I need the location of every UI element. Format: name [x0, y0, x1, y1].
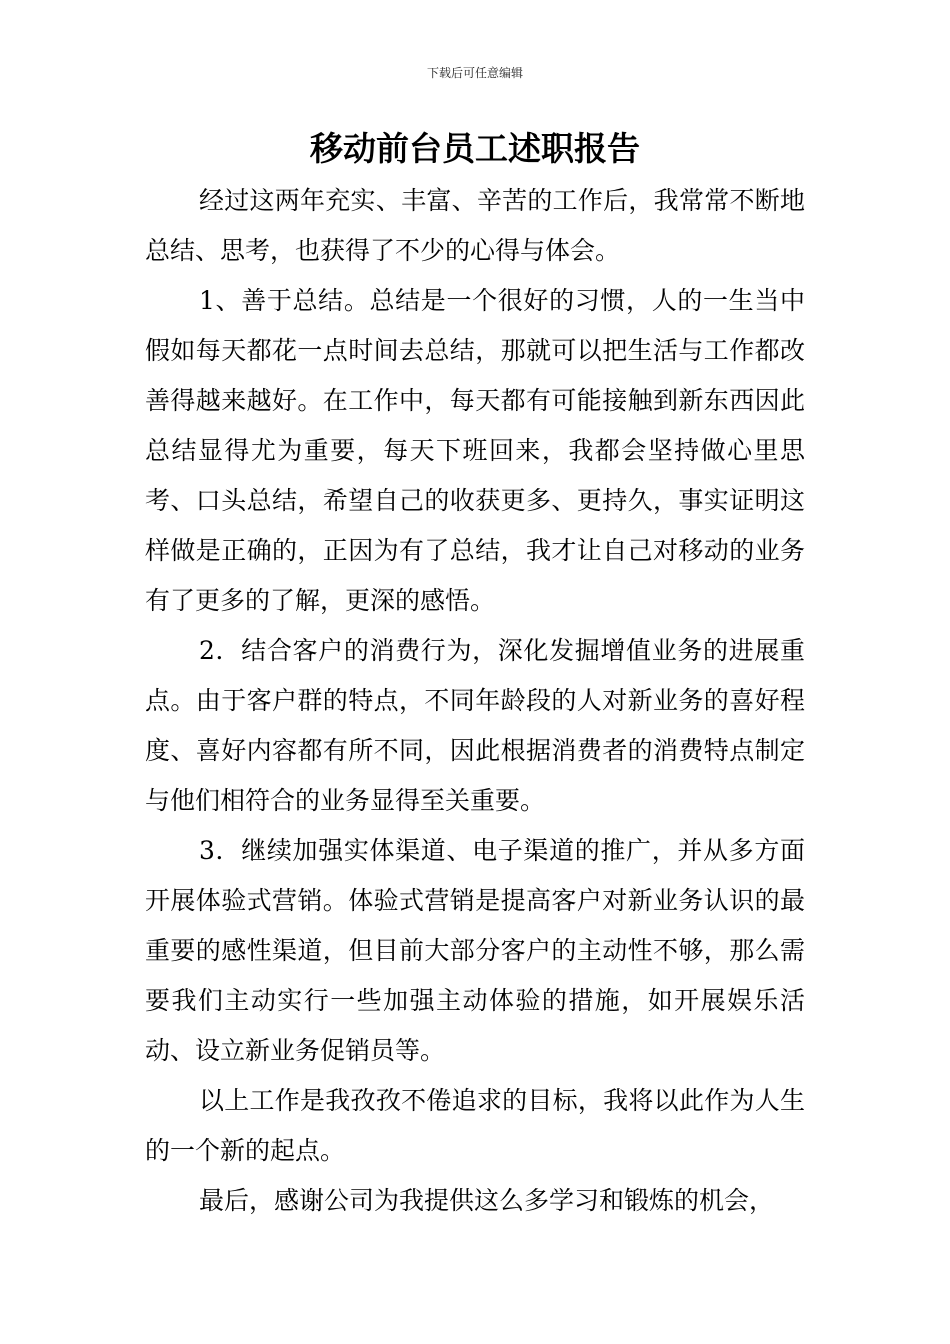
- paragraph-goal: 以上工作是我孜孜不倦追求的目标，我将以此作为人生的一个新的起点。: [145, 1086, 805, 1165]
- paragraph-point-3: 3．继续加强实体渠道、电子渠道的推广，并从多方面开展体验式营销。体验式营销是提高客户对新业务认识的最重要的感性渠道，但目前大部分客户的主动性不够，那么需要我们主动实行一些加强主动体验的措施，如开展娱乐活动、设立新业务促销员等。: [145, 836, 805, 1065]
- paragraph-intro: 经过这两年充实、丰富、辛苦的工作后，我常常不断地总结、思考，也获得了不少的心得与体会。: [145, 186, 805, 265]
- paragraph-point-2: 2．结合客户的消费行为，深化发掘增值业务的进展重点。由于客户群的特点，不同年龄段的人对新业务的喜好程度、喜好内容都有所不同，因此根据消费者的消费特点制定与他们相符合的业务显得至关重要。: [145, 636, 805, 815]
- paragraph-point-1: 1、善于总结。总结是一个很好的习惯，人的一生当中假如每天都花一点时间去总结，那就可以把生活与工作都改善得越来越好。在工作中，每天都有可能接触到新东西因此总结显得尤为重要，每天下班回来，我都会坚持做心里思考、口头总结，希望自己的收获更多、更持久，事实证明这样做是正确的，正因为有了总结，我才让自己对移动的业务有了更多的了解，更深的感悟。: [145, 286, 805, 615]
- paragraph-closing: 最后，感谢公司为我提供这么多学习和锻炼的机会，: [199, 1186, 775, 1215]
- document-body: [145, 176, 805, 1226]
- header-note: 下载后可任意编辑: [426, 66, 523, 80]
- document-title: 移动前台员工述职报告: [310, 129, 640, 168]
